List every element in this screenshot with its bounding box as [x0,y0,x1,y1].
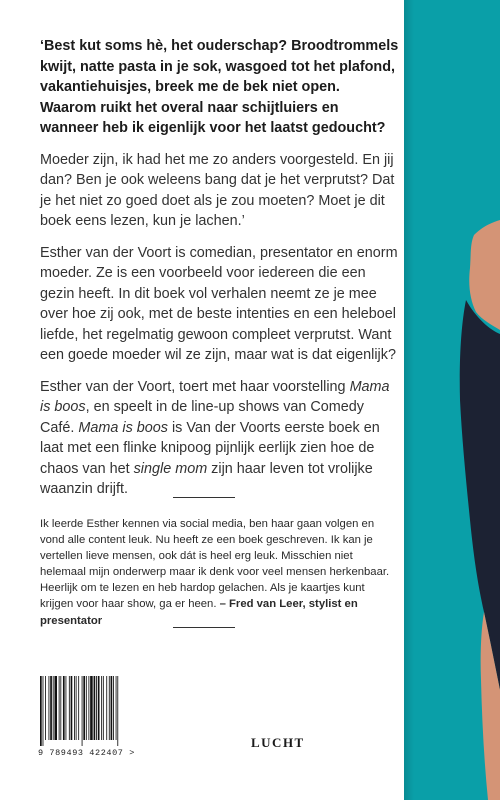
person-photo-crop [404,0,500,800]
isbn-number: 9 789493 422407 > [38,748,135,758]
blurb-paragraph-3 [40,377,400,500]
endorsement-text: Ik leerde Esther kennen via social media, ben haar gaan volgen en vond alle content leuk. Nu heeft ze een boek geschreven. Ik kan je vertellen lieve mensen, ook dát is heel erg leuk. Misschien niet helemaal mijn onderwerp maar ik denk voor veel mensen herkenbaar. Heerlijk om te lezen en heb hardop gelachen. Als je kaartjes kunt krijgen voor haar show, ga er heen. [40,518,390,611]
p3-title-1: Mama is boos [40,378,390,415]
barcode-block [38,676,156,758]
publisher-logo: LUCHT [251,735,305,750]
barcode-bar [116,676,117,740]
divider-top [173,497,235,498]
barcode-bar [94,676,96,740]
barcode-bar [49,676,50,740]
barcode-bar [50,676,52,740]
blurb-column [40,36,400,511]
barcode-bar [60,676,61,740]
barcode-bar [66,676,67,740]
barcode-image [38,676,156,746]
blurb-paragraph-1: Moeder zijn, ik had het me zo anders voorgesteld. En jij dan? Ben je ook weleens bang dat je het verprutst? Dat je het niet zo goed doet als je zou moeten? Moet je dit boek eens lezen, kun je lachen.’ [40,151,395,229]
barcode-bar [54,676,57,740]
blurb-paragraph-2: Esther van der Voort is comedian, presentator en enorm moeder. Ze is een voorbeeld voor iedereen die een gezin heeft. In dit boek vol verhalen neemt ze je mee over hoe zij ook, met de beste intenties en een heleboel liefde, het regelmatig gewoon compleet verprutst. Want een goede moeder wil ze zijn, maar wat is dat eigenlijk? [40,244,398,363]
barcode-bar [90,676,93,740]
barcode-bar [117,676,118,746]
p3-text-3: is Van der Voorts eerste boek en laat met een flinke knipoog pijnlijk eerlijk zien hoe de chaos van het [40,419,380,477]
barcode-bar [43,676,44,746]
barcode-bar [78,676,79,740]
barcode-bar [82,676,83,746]
blurb-intro-quote: ‘Best kut soms hè, het ouderschap? Broodtrommels kwijt, natte pasta in je sok, wasgoed tot het plafond, vakantiehuisjes, breek me de bek niet open. Waarom ruikt het overal naar schijtluiers en wanneer heb ik eigenlijk voor het laatst gedoucht? [40,38,399,136]
barcode-bar [40,676,42,746]
p3-text-1: Esther van der Voort, toert met haar voorstelling [40,378,350,395]
divider-bottom [173,627,235,628]
p3-text-4: zijn haar leven tot vrolijke waanzin drijft. [40,460,373,497]
barcode-bar [111,676,113,740]
barcode-bar [71,676,73,740]
barcode-bar [113,676,114,740]
barcode-bar [98,676,100,740]
barcode-bar [86,676,87,740]
barcode-bar [101,676,102,740]
barcode-bar [109,676,110,740]
barcode-bar [76,676,77,740]
p3-text-2: , en speelt in de line-up shows van Comedy Café. [40,399,364,436]
endorsement-quote [40,516,400,629]
barcode-bar [103,676,104,740]
p3-emphasis: single mom [133,460,208,477]
p3-title-2: Mama is boos [78,419,168,436]
barcode-bar [69,676,70,740]
barcode-bar [59,676,60,740]
person-shirt [460,300,500,690]
barcode-bar [53,676,54,740]
barcode-bar [96,676,97,740]
barcode-bar [74,676,75,740]
barcode-bar [106,676,107,740]
barcode-bar [88,676,89,740]
barcode-bar [63,676,65,740]
barcode-bar [45,676,46,740]
barcode-bar [83,676,85,740]
endorsement-attribution: – Fred van Leer, stylist en presentator [40,598,358,627]
